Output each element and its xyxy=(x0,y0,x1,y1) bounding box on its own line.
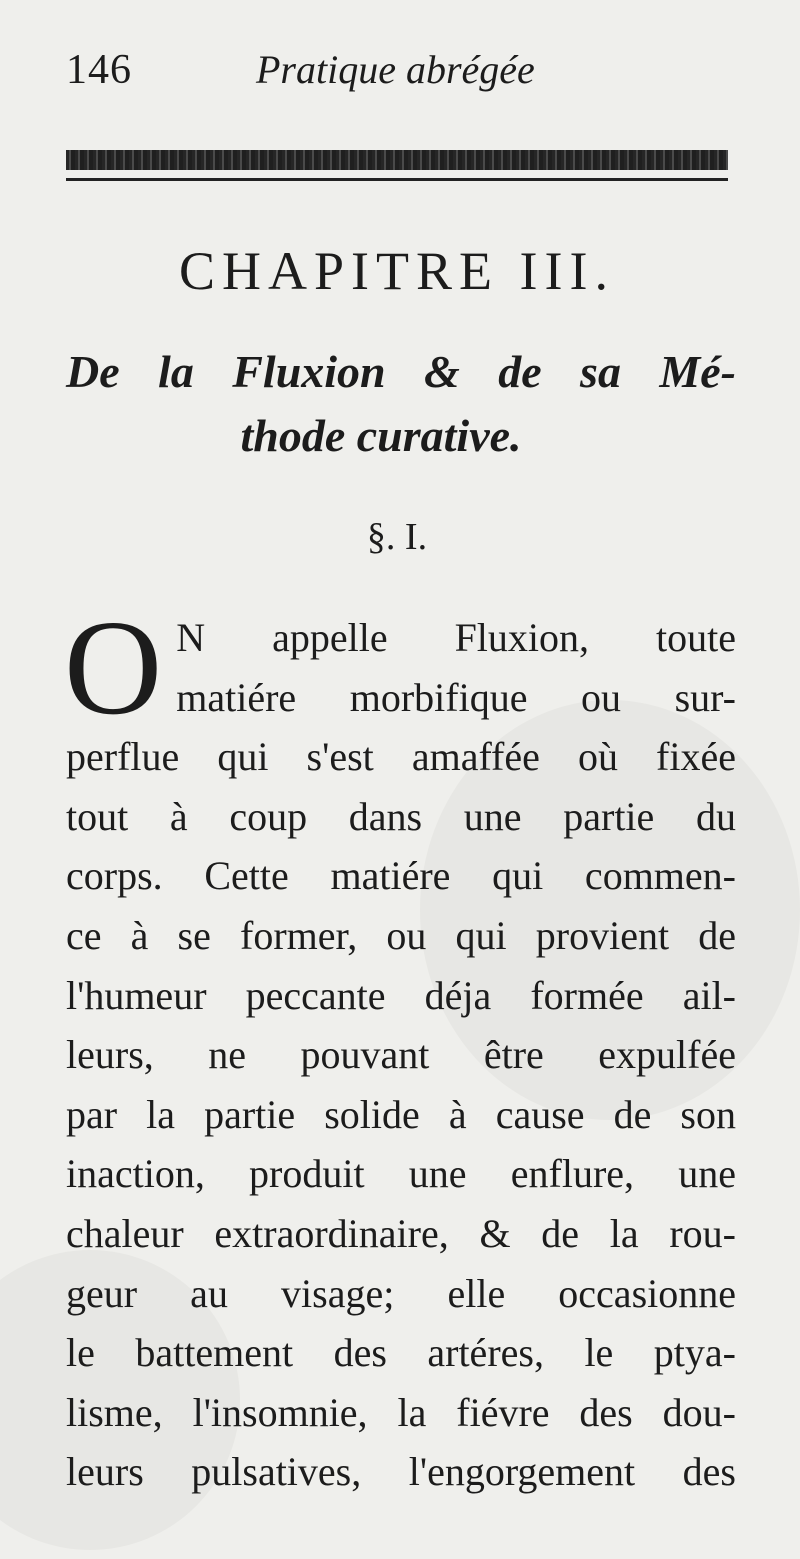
divider-rule xyxy=(66,178,728,181)
page-header xyxy=(66,44,746,104)
text-line: tout à coup dans une partie du xyxy=(66,793,736,839)
text-line: N appelle Fluxion, toute xyxy=(176,615,736,660)
chapter-heading: CHAPITRE III. xyxy=(179,241,615,301)
text-line: inaction, produit une enflure, une xyxy=(66,1151,736,1197)
drop-cap: O xyxy=(64,593,163,743)
text-line: le battement des artéres, le ptya- xyxy=(66,1330,736,1376)
chapter-title-line: thode curative. xyxy=(240,410,522,461)
text-line: matiére morbifique ou sur- xyxy=(176,674,736,720)
body-text xyxy=(64,593,736,1502)
text-line: ce à se former, ou qui provient de xyxy=(66,912,736,958)
text-line: chaleur extraordinaire, & de la rou- xyxy=(66,1210,736,1256)
text-line: l'humeur peccante déja formée ail- xyxy=(66,972,736,1018)
text-line: corps. Cette matiére qui commen- xyxy=(66,853,736,899)
text-line: perflue qui s'est amaffée où fixée xyxy=(66,734,736,780)
text-line: geur au visage; elle occasionne xyxy=(66,1270,736,1316)
text-line: lisme, l'insomnie, la fiévre des dou- xyxy=(66,1389,736,1435)
chapter-title-line: De la Fluxion & de sa Mé- xyxy=(66,346,736,397)
chapter-title xyxy=(66,340,736,468)
ornamental-rule xyxy=(66,150,728,170)
page-number: 146 xyxy=(66,47,132,93)
text-line: par la partie solide à cause de son xyxy=(66,1091,736,1137)
section-mark: §. I. xyxy=(366,516,428,558)
running-head: Pratique abrégée xyxy=(256,47,535,92)
text-line: leurs, ne pouvant être expulfée xyxy=(66,1032,736,1078)
text-line: leurs pulsatives, l'engorgement des xyxy=(66,1449,736,1495)
